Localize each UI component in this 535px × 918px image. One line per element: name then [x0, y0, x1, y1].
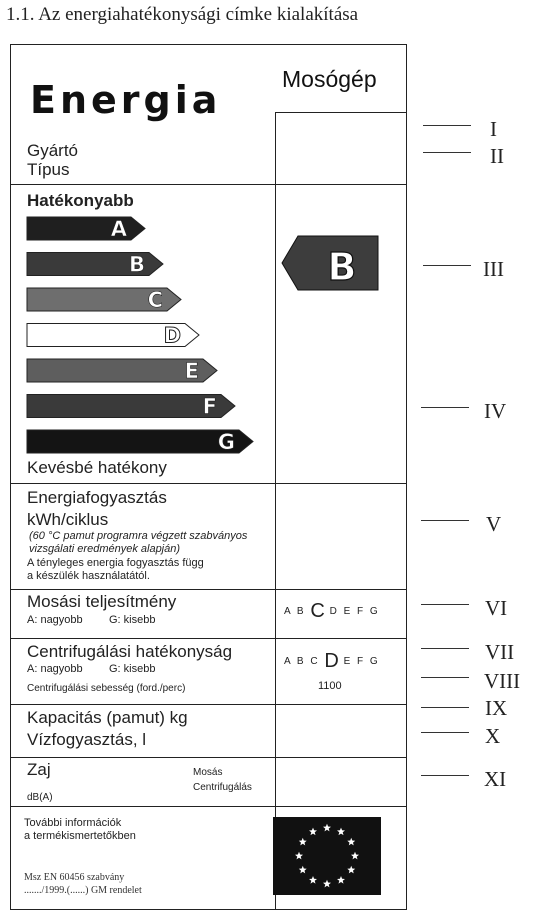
- callout-line: [423, 265, 471, 266]
- callout-label: VII: [485, 640, 515, 664]
- consumption-title: Energiafogyasztás: [27, 488, 167, 507]
- callout-line: [421, 407, 469, 408]
- spin-scale-before: A B C: [284, 656, 320, 667]
- class-arrow-f: [27, 395, 235, 419]
- rating-arrow: [282, 236, 378, 290]
- decree-reference: ......./1999.(......) GM rendelet: [24, 885, 142, 896]
- class-letter: G: [217, 430, 235, 454]
- spin-scale-selected: D: [324, 650, 339, 672]
- standard-reference: Msz EN 60456 szabvány: [24, 872, 125, 883]
- info-note: További információk: [24, 817, 122, 829]
- spin-speed-value: 1100: [318, 680, 342, 692]
- document-title: 1.1. Az energiahatékonysági címke kialakítása: [6, 4, 359, 25]
- info-note: a termékismertetőkben: [24, 830, 136, 842]
- callout-label: IV: [484, 399, 507, 423]
- callout-label: III: [483, 257, 504, 281]
- consumption-note: (60 °C pamut programra végzett szabványos: [29, 530, 248, 542]
- callout-label: II: [490, 144, 504, 168]
- spin-scale-note-a: A: nagyobb: [27, 663, 83, 675]
- callout-line: [421, 775, 469, 776]
- class-letter: A: [110, 217, 127, 241]
- class-letter: B: [128, 252, 145, 277]
- callout-label: I: [490, 117, 497, 141]
- callout-label: V: [486, 512, 502, 536]
- callout-line: [421, 677, 469, 678]
- callout-label: IX: [485, 696, 508, 720]
- model-label: Típus: [27, 160, 70, 179]
- wash-scale-note-a: A: nagyobb: [27, 614, 83, 626]
- wash-scale-before: A B: [284, 606, 306, 617]
- wash-performance-scale: [284, 600, 380, 623]
- spin-efficiency-title: Centrifugálási hatékonyság: [27, 642, 233, 661]
- more-efficient-label: Hatékonyabb: [27, 191, 134, 210]
- class-letter: E: [184, 359, 199, 383]
- eu-flag-icon: [273, 817, 381, 895]
- spin-scale-after: E F G: [343, 656, 380, 667]
- class-arrow-shape: [27, 217, 145, 240]
- callout-line: [421, 707, 469, 708]
- water-consumption-label: Vízfogyasztás, l: [27, 730, 147, 749]
- callout-line: [421, 732, 469, 733]
- noise-unit: dB(A): [27, 792, 53, 803]
- callout-line: [423, 125, 471, 126]
- class-letter: F: [202, 394, 217, 419]
- capacity-label: Kapacitás (pamut) kg: [27, 708, 188, 727]
- wash-performance-title: Mosási teljesítmény: [27, 592, 177, 611]
- wash-scale-note-g: G: kisebb: [109, 614, 156, 626]
- appliance-type: Mosógép: [282, 66, 377, 92]
- class-letter: C: [147, 288, 163, 312]
- class-arrow-a: [27, 217, 145, 241]
- class-arrow-g: [27, 430, 253, 454]
- label-heading: Energia: [30, 78, 222, 122]
- callout-line: [423, 152, 471, 153]
- class-letter: D: [163, 323, 181, 348]
- callout-label: X: [485, 724, 501, 748]
- class-arrow-d: [27, 324, 199, 348]
- class-arrow-b: [27, 253, 163, 277]
- class-arrow-e: [27, 359, 217, 383]
- callout-line: [421, 648, 469, 649]
- class-arrow-c: [27, 288, 181, 312]
- consumption-unit: kWh/ciklus: [27, 510, 109, 529]
- consumption-note: vizsgálati eredmények alapján): [29, 543, 181, 555]
- spin-speed-label: Centrifugálási sebesség (ford./perc): [27, 683, 186, 694]
- spin-scale-note-g: G: kisebb: [109, 663, 156, 675]
- callout-line: [421, 604, 469, 605]
- noise-title: Zaj: [27, 760, 51, 779]
- callout-label: VIII: [484, 669, 521, 693]
- callout-label: VI: [485, 596, 508, 620]
- less-efficient-label: Kevésbé hatékony: [27, 458, 167, 477]
- callout-label: XI: [484, 767, 507, 791]
- noise-spin-label: Centrifugálás: [193, 782, 252, 793]
- consumption-note: a készülék használatától.: [27, 570, 150, 582]
- callout-line: [421, 520, 469, 521]
- consumption-note: A tényleges energia fogyasztás függ: [27, 557, 204, 569]
- wash-scale-selected: C: [310, 600, 325, 622]
- noise-wash-label: Mosás: [193, 767, 223, 778]
- manufacturer-label: Gyártó: [27, 141, 79, 160]
- rating-letter: B: [327, 245, 357, 289]
- spin-efficiency-scale: [284, 650, 380, 673]
- wash-scale-after: D E F G: [329, 606, 380, 617]
